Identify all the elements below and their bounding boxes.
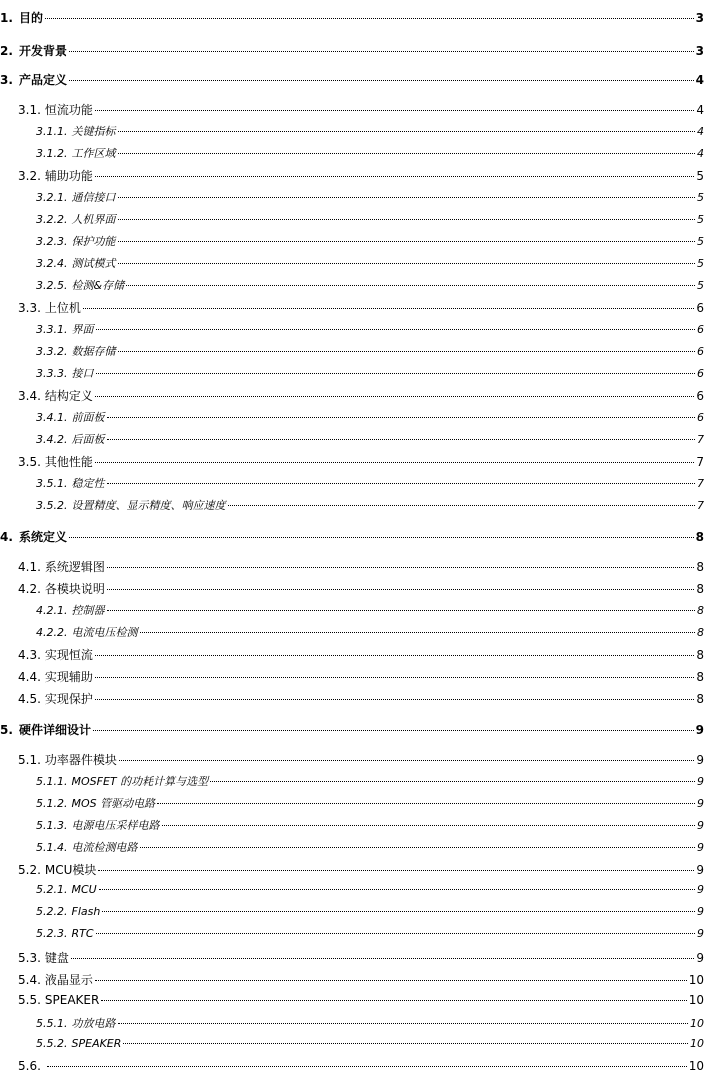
- toc-entry-number: 3.2.3.: [36, 235, 68, 248]
- toc-entry-page-number: 10: [688, 993, 704, 1007]
- toc-entry-title: 前面板: [71, 411, 105, 424]
- toc-entry-title: 检测&存储: [71, 279, 125, 292]
- dot-leader: [95, 699, 694, 700]
- toc-entry-number: 3.4.: [18, 389, 41, 403]
- dot-leader: [98, 870, 694, 871]
- toc-entry-number: 5.1.2.: [36, 797, 68, 810]
- toc-entry-title: 保护功能: [71, 235, 116, 248]
- toc-entry-level-1[interactable]: [0, 9, 704, 26]
- dot-leader: [102, 911, 695, 912]
- dot-leader: [123, 1043, 688, 1044]
- toc-entry-page-number: 5: [697, 279, 704, 292]
- toc-entry-level-3[interactable]: [0, 795, 704, 811]
- toc-entry-level-1[interactable]: [0, 528, 704, 545]
- toc-entry-title: 工作区域: [71, 147, 116, 160]
- toc-entry-number: 4.2.1.: [36, 604, 68, 617]
- toc-entry-number: 3.5.1.: [36, 477, 68, 490]
- toc-entry-level-3[interactable]: [0, 883, 704, 896]
- toc-entry-title: 设置精度、显示精度、响应速度: [71, 499, 226, 512]
- toc-entry-level-2[interactable]: [0, 167, 704, 184]
- dot-leader: [47, 1066, 687, 1067]
- dot-leader: [93, 730, 694, 731]
- toc-entry-page-number: 5: [697, 257, 704, 270]
- toc-entry-level-3[interactable]: [0, 497, 704, 513]
- toc-entry-page-number: 8: [696, 648, 704, 662]
- toc-entry-title: 开发背景: [19, 44, 68, 58]
- toc-entry-page-number: 3: [695, 11, 704, 25]
- dot-leader: [118, 197, 696, 198]
- dot-leader: [96, 933, 695, 934]
- toc-entry-number: 4.: [0, 530, 13, 544]
- toc-entry-level-1[interactable]: [0, 42, 704, 59]
- dot-leader: [210, 781, 695, 782]
- toc-entry-page-number: 9: [696, 951, 704, 965]
- toc-entry-level-3[interactable]: [0, 1037, 704, 1050]
- toc-entry-page-number: 10: [690, 1017, 704, 1030]
- dot-leader: [107, 589, 694, 590]
- toc-entry-level-2[interactable]: [0, 299, 704, 316]
- toc-entry-number: 4.2.: [18, 582, 41, 596]
- toc-entry-level-3[interactable]: [0, 233, 704, 249]
- toc-entry-level-3[interactable]: [0, 475, 704, 491]
- toc-entry-page-number: 9: [697, 883, 704, 896]
- toc-entry-page-number: 9: [697, 797, 704, 810]
- dot-leader: [45, 18, 694, 19]
- dot-leader: [118, 219, 696, 220]
- toc-entry-page-number: 7: [696, 455, 704, 469]
- toc-entry-title: 功率器件模块: [44, 753, 117, 767]
- toc-entry-level-3[interactable]: [0, 431, 704, 447]
- toc-entry-title: 实现恒流: [44, 648, 93, 662]
- toc-entry-title: 实现保护: [44, 692, 93, 706]
- toc-entry-title: 电源电压采样电路: [71, 819, 160, 832]
- toc-entry-title: 硬件详细设计: [19, 723, 92, 737]
- toc-entry-number: 3.3.2.: [36, 345, 68, 358]
- toc-entry-level-3[interactable]: [0, 365, 704, 381]
- toc-entry-title: MOS 管驱动电路: [71, 797, 156, 810]
- toc-entry-title: 电流检测电路: [71, 841, 138, 854]
- toc-entry-level-2[interactable]: [0, 971, 704, 988]
- dot-leader: [118, 263, 696, 264]
- dot-leader: [107, 483, 696, 484]
- toc-entry-title: MCU: [71, 883, 97, 896]
- toc-entry-page-number: 9: [697, 927, 704, 940]
- toc-entry-level-2[interactable]: [0, 993, 704, 1007]
- dot-leader: [118, 241, 696, 242]
- toc-entry-number: 5.1.4.: [36, 841, 68, 854]
- toc-entry-level-3[interactable]: [0, 145, 704, 161]
- toc-entry-level-3[interactable]: [0, 343, 704, 359]
- dot-leader: [95, 462, 694, 463]
- toc-entry-level-1[interactable]: [0, 721, 704, 738]
- toc-entry-level-3[interactable]: [0, 1015, 704, 1031]
- toc-entry-page-number: 5: [697, 235, 704, 248]
- toc-entry-level-3[interactable]: [0, 773, 704, 789]
- toc-entry-level-3[interactable]: [0, 123, 704, 139]
- toc-entry-number: 3.: [0, 73, 13, 87]
- toc-entry-page-number: 4: [696, 103, 704, 117]
- toc-entry-page-number: 9: [696, 863, 704, 877]
- toc-entry-number: 3.5.: [18, 455, 41, 469]
- toc-entry-title: 数据存储: [71, 345, 116, 358]
- toc-entry-page-number: 9: [696, 753, 704, 767]
- toc-entry-number: 4.5.: [18, 692, 41, 706]
- toc-entry-level-3[interactable]: [0, 409, 704, 425]
- toc-entry-page-number: 9: [695, 723, 704, 737]
- toc-entry-title: 功放电路: [71, 1017, 116, 1030]
- dot-leader: [140, 847, 696, 848]
- toc-entry-title: 稳定性: [71, 477, 105, 490]
- toc-entry-level-2[interactable]: [0, 668, 704, 685]
- dot-leader: [107, 439, 696, 440]
- toc-entry-number: 3.3.3.: [36, 367, 68, 380]
- dot-leader: [126, 285, 695, 286]
- toc-entry-level-2[interactable]: [0, 646, 704, 663]
- dot-leader: [119, 760, 694, 761]
- toc-entry-title: 恒流功能: [44, 103, 93, 117]
- toc-entry-page-number: 3: [695, 44, 704, 58]
- toc-entry-title: 通信接口: [71, 191, 116, 204]
- toc-entry-number: 3.1.2.: [36, 147, 68, 160]
- toc-entry-number: 5.3.: [18, 951, 41, 965]
- toc-entry-title: 产品定义: [19, 73, 68, 87]
- toc-entry-title: 电流电压检测: [71, 626, 138, 639]
- dot-leader: [118, 351, 696, 352]
- dot-leader: [228, 505, 696, 506]
- toc-entry-title: 关键指标: [71, 125, 116, 138]
- toc-entry-number: 5.2.3.: [36, 927, 68, 940]
- toc-entry-level-3[interactable]: [0, 255, 704, 271]
- dot-leader: [101, 1000, 686, 1001]
- toc-entry-page-number: 6: [697, 367, 704, 380]
- toc-entry-title: 结构定义: [44, 389, 93, 403]
- toc-entry-number: 3.2.1.: [36, 191, 68, 204]
- toc-entry-number: 5.1.: [18, 753, 41, 767]
- dot-leader: [83, 308, 694, 309]
- dot-leader: [162, 825, 696, 826]
- toc-entry-level-2[interactable]: [0, 751, 704, 768]
- toc-entry-page-number: 4: [697, 125, 704, 138]
- dot-leader: [96, 329, 696, 330]
- toc-entry-page-number: 9: [697, 775, 704, 788]
- dot-leader: [69, 80, 694, 81]
- toc-entry-number: 5.2.: [18, 863, 41, 877]
- toc-entry-title: 接口: [71, 367, 94, 380]
- toc-entry-title: 上位机: [44, 301, 81, 315]
- toc-entry-page-number: 5: [696, 169, 704, 183]
- toc-entry-page-number: 6: [696, 301, 704, 315]
- toc-entry-number: 5.4.: [18, 973, 41, 987]
- toc-entry-number: 1.: [0, 11, 13, 25]
- toc-entry-number: 3.2.4.: [36, 257, 68, 270]
- toc-entry-page-number: 8: [696, 670, 704, 684]
- toc-entry-page-number: 6: [696, 389, 704, 403]
- toc-entry-title: 系统定义: [19, 530, 68, 544]
- toc-entry-title: 后面板: [71, 433, 105, 446]
- toc-entry-number: 3.3.1.: [36, 323, 68, 336]
- dot-leader: [118, 131, 696, 132]
- toc-entry-page-number: 6: [697, 345, 704, 358]
- dot-leader: [107, 610, 696, 611]
- toc-entry-number: 5.5.2.: [36, 1037, 68, 1050]
- dot-leader: [95, 176, 694, 177]
- toc-entry-page-number: 9: [697, 819, 704, 832]
- toc-entry-level-3[interactable]: [0, 624, 704, 640]
- dot-leader: [118, 1023, 689, 1024]
- toc-entry-page-number: 6: [697, 323, 704, 336]
- toc-entry-level-2[interactable]: [0, 101, 704, 118]
- dot-leader: [95, 980, 687, 981]
- toc-entry-level-2[interactable]: [0, 580, 704, 597]
- dot-leader: [96, 373, 696, 374]
- toc-entry-title: 测试模式: [71, 257, 116, 270]
- toc-entry-page-number: 10: [690, 1037, 704, 1050]
- dot-leader: [107, 567, 694, 568]
- dot-leader: [118, 153, 696, 154]
- toc-entry-number: 4.4.: [18, 670, 41, 684]
- toc-entry-title: 目的: [19, 11, 44, 25]
- toc-entry-level-2[interactable]: [0, 690, 704, 707]
- dot-leader: [107, 417, 696, 418]
- toc-entry-title: 系统逻辑图: [44, 560, 105, 574]
- toc-entry-title: SPEAKER: [71, 1037, 122, 1050]
- dot-leader: [157, 803, 695, 804]
- toc-entry-title: Flash: [71, 905, 101, 918]
- toc-entry-level-2[interactable]: [0, 558, 704, 575]
- toc-entry-number: 5.6.: [18, 1059, 41, 1073]
- toc-entry-number: 5.1.1.: [36, 775, 68, 788]
- toc-entry-level-3[interactable]: [0, 839, 704, 855]
- toc-entry-level-3[interactable]: [0, 602, 704, 618]
- toc-entry-page-number: 8: [697, 626, 704, 639]
- toc-entry-number: 2.: [0, 44, 13, 58]
- toc-entry-page-number: 8: [696, 582, 704, 596]
- toc-entry-page-number: 8: [696, 692, 704, 706]
- toc-entry-title: RTC: [71, 927, 94, 940]
- dot-leader: [99, 889, 695, 890]
- toc-entry-title: 控制器: [71, 604, 105, 617]
- toc-entry-title: 液晶显示: [44, 973, 93, 987]
- toc-entry-level-3[interactable]: [0, 321, 704, 337]
- toc-entry-page-number: 6: [697, 411, 704, 424]
- toc-entry-title: SPEAKER: [44, 993, 100, 1007]
- toc-entry-title: 辅助功能: [44, 169, 93, 183]
- toc-entry-level-3[interactable]: [0, 927, 704, 940]
- toc-entry-title: 实现辅助: [44, 670, 93, 684]
- toc-entry-level-3[interactable]: [0, 189, 704, 205]
- toc-entry-page-number: 8: [697, 604, 704, 617]
- toc-entry-number: 3.4.1.: [36, 411, 68, 424]
- toc-entry-number: 3.3.: [18, 301, 41, 315]
- toc-entry-level-3[interactable]: [0, 277, 704, 293]
- toc-entry-number: 4.2.2.: [36, 626, 68, 639]
- dot-leader: [69, 537, 694, 538]
- toc-entry-title: 其他性能: [44, 455, 93, 469]
- toc-entry-level-2[interactable]: [0, 387, 704, 404]
- toc-entry-number: 5.5.: [18, 993, 41, 1007]
- toc-entry-page-number: 4: [695, 73, 704, 87]
- toc-entry-level-3[interactable]: [0, 817, 704, 833]
- toc-entry-number: 3.5.2.: [36, 499, 68, 512]
- toc-entry-number: 4.1.: [18, 560, 41, 574]
- toc-entry-number: 3.2.2.: [36, 213, 68, 226]
- toc-entry-number: 5.: [0, 723, 13, 737]
- toc-entry-title: 界面: [71, 323, 94, 336]
- toc-entry-page-number: 4: [697, 147, 704, 160]
- toc-entry-page-number: 5: [697, 191, 704, 204]
- toc-entry-title: 键盘: [44, 951, 69, 965]
- toc-entry-page-number: 7: [697, 499, 704, 512]
- dot-leader: [140, 632, 696, 633]
- toc-entry-page-number: 8: [695, 530, 704, 544]
- dot-leader: [95, 396, 694, 397]
- toc-entry-number: 5.5.1.: [36, 1017, 68, 1030]
- toc-entry-number: 5.2.1.: [36, 883, 68, 896]
- toc-entry-level-2[interactable]: [0, 1059, 704, 1073]
- dot-leader: [71, 958, 694, 959]
- toc-entry-title: 人机界面: [71, 213, 116, 226]
- toc-entry-level-3[interactable]: [0, 211, 704, 227]
- toc-entry-page-number: 8: [696, 560, 704, 574]
- dot-leader: [95, 655, 694, 656]
- toc-entry-number: 3.1.: [18, 103, 41, 117]
- toc-entry-number: 3.4.2.: [36, 433, 68, 446]
- toc-entry-number: 3.2.5.: [36, 279, 68, 292]
- toc-entry-title: MOSFET 的功耗计算与选型: [71, 775, 209, 788]
- toc-entry-page-number: 7: [697, 433, 704, 446]
- toc-entry-level-2[interactable]: [0, 949, 704, 966]
- dot-leader: [95, 110, 694, 111]
- toc-entry-page-number: 7: [697, 477, 704, 490]
- toc-entry-page-number: 9: [697, 905, 704, 918]
- toc-entry-page-number: 5: [697, 213, 704, 226]
- dot-leader: [69, 51, 694, 52]
- toc-entry-level-3[interactable]: [0, 905, 704, 918]
- toc-entry-number: 4.3.: [18, 648, 41, 662]
- toc-entry-number: 5.2.2.: [36, 905, 68, 918]
- toc-entry-level-2[interactable]: [0, 453, 704, 470]
- toc-entry-number: 3.2.: [18, 169, 41, 183]
- toc-entry-title: MCU模块: [44, 863, 97, 877]
- dot-leader: [95, 677, 694, 678]
- toc-entry-level-2[interactable]: [0, 861, 704, 878]
- toc-entry-page-number: 10: [688, 1059, 704, 1073]
- toc-entry-title: 各模块说明: [44, 582, 105, 596]
- toc-entry-number: 3.1.1.: [36, 125, 68, 138]
- toc-entry-number: 5.1.3.: [36, 819, 68, 832]
- toc-entry-level-1[interactable]: [0, 71, 704, 88]
- toc-entry-page-number: 10: [688, 973, 704, 987]
- toc-entry-page-number: 9: [697, 841, 704, 854]
